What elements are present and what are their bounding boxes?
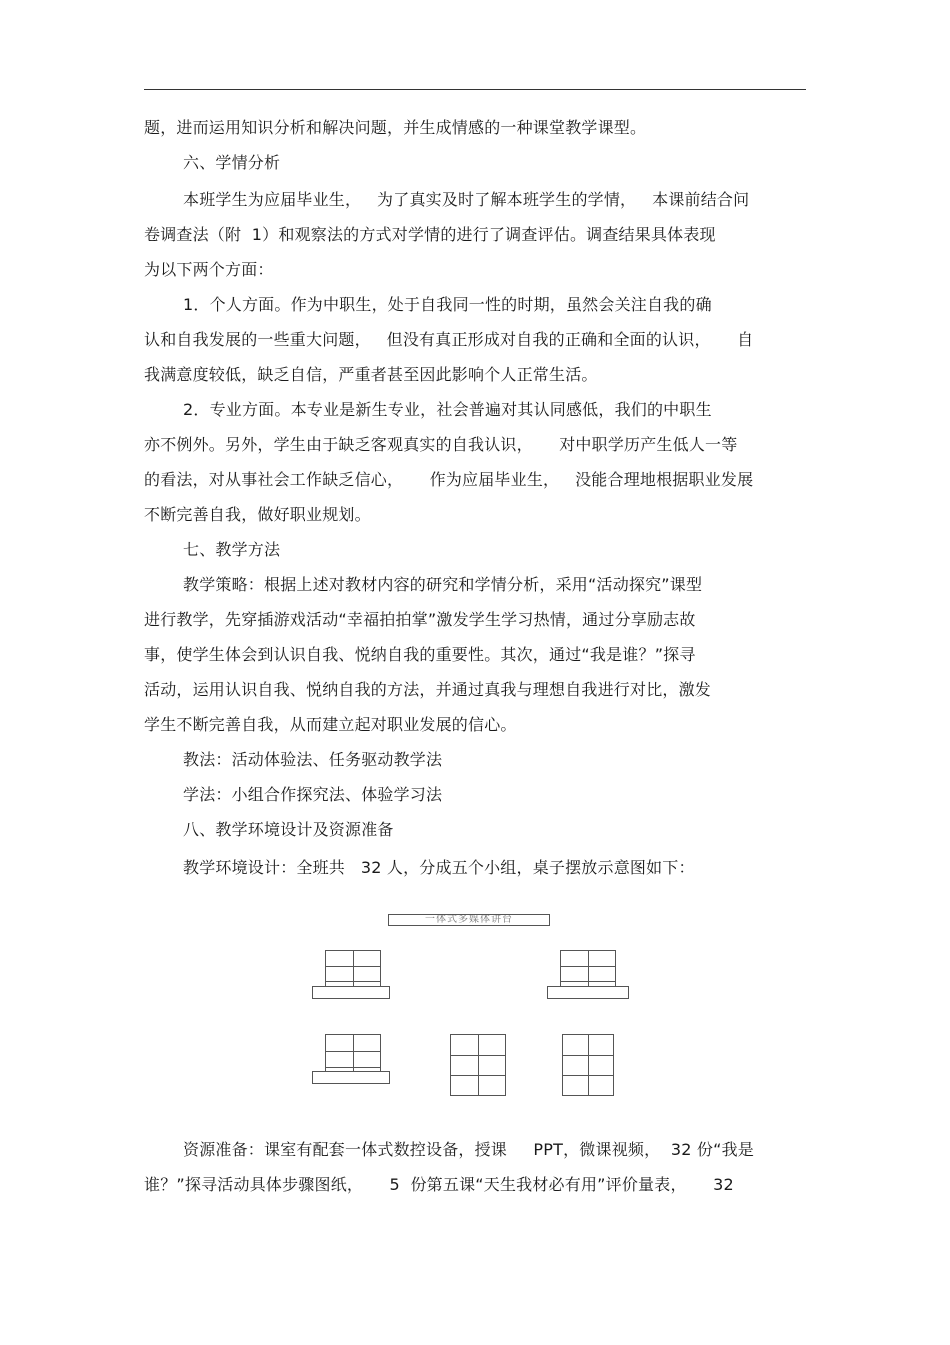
text-line: 卷调查法（附 1）和观察法的方式对学情的进行了调查评估。调查结果具体表现 [144,225,716,244]
desk-layout-diagram [300,908,640,1098]
text-line: 本班学生为应届毕业生， 为了真实及时了解本班学生的学情， 本课前结合问 [183,190,750,209]
text-line: 八、教学环境设计及资源准备 [183,820,394,839]
text-line: 2．专业方面。本专业是新生专业，社会普遍对其认同感低，我们的中职生 [183,400,712,419]
desk-group-3-base [312,1071,390,1084]
text-line: 学法：小组合作探究法、体验学习法 [183,785,443,804]
text-line: 不断完善自我，做好职业规划。 [144,505,371,524]
desk-group-5 [562,1034,614,1096]
text-line: 七、教学方法 [183,540,281,559]
text-line: 进行教学，先穿插游戏活动“幸福拍拍掌”激发学生学习热情，通过分享励志故 [144,610,696,629]
text-line: 教法：活动体验法、任务驱动教学法 [183,750,443,769]
podium-label: 一体式多媒体讲台 [388,914,550,926]
desk-group-2-base [547,986,629,999]
text-line: 1．个人方面。作为中职生，处于自我同一性的时期，虽然会关注自我的确 [183,295,712,314]
text-line: 我满意度较低，缺乏自信，严重者甚至因此影响个人正常生活。 [144,365,598,384]
desk-group-1-base [312,986,390,999]
text-line: 认和自我发展的一些重大问题， 但没有真正形成对自我的正确和全面的认识， 自 [144,330,754,349]
desk-group-4 [450,1034,506,1096]
text-line: 的看法，对从事社会工作缺乏信心， 作为应届毕业生， 没能合理地根据职业发展 [144,470,754,489]
text-line: 教学环境设计：全班共 32 人，分成五个小组，桌子摆放示意图如下： [183,858,695,877]
text-line: 为以下两个方面： [144,260,274,279]
text-line: 学生不断完善自我，从而建立起对职业发展的信心。 [144,715,517,734]
text-line: 资源准备：课室有配套一体式数控设备，授课 PPT，微课视频， 32 份“我是 [183,1140,755,1159]
text-line: 活动，运用认识自我、悦纳自我的方法，并通过真我与理想自我进行对比，激发 [144,680,712,699]
text-line: 谁？”探寻活动具体步骤图纸， 5 份第五课“天生我材必有用”评价量表， 32 [144,1175,734,1194]
text-line: 教学策略：根据上述对教材内容的研究和学情分析，采用“活动探究”课型 [183,575,703,594]
text-line: 六、学情分析 [183,153,281,172]
text-line: 事，使学生体会到认识自我、悦纳自我的重要性。其次，通过“我是谁？”探寻 [144,645,696,664]
header-rule [144,89,806,90]
text-line: 亦不例外。另外，学生由于缺乏客观真实的自我认识， 对中职学历产生低人一等 [144,435,738,454]
text-line: 题，进而运用知识分析和解决问题，并生成情感的一种课堂教学课型。 [144,118,647,137]
